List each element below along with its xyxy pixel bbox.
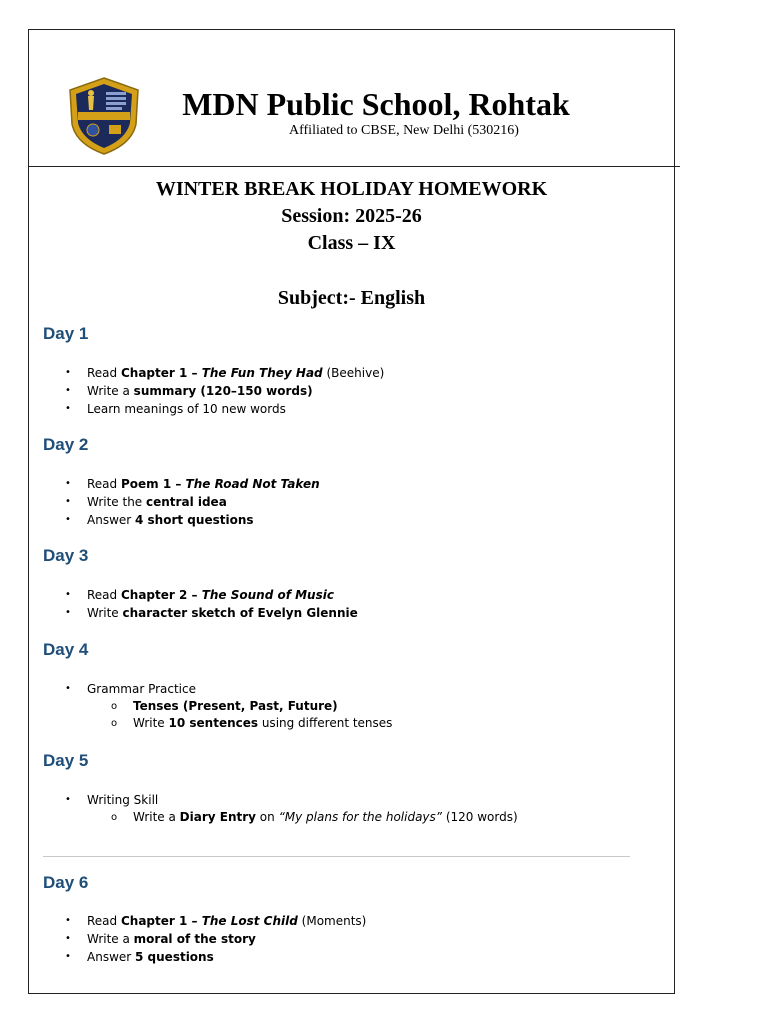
document-title: WINTER BREAK HOLIDAY HOMEWORK xyxy=(155,178,548,200)
sub-list-item: o Tenses (Present, Past, Future) xyxy=(111,699,338,713)
day-heading: Day 2 xyxy=(43,435,89,454)
day-heading: Day 4 xyxy=(43,640,89,659)
session-text: Session: 2025-26 xyxy=(281,205,422,227)
task-list xyxy=(65,912,367,966)
subject-text: Subject:- English xyxy=(277,287,426,309)
list-item: • Write a summary (120–150 words) xyxy=(65,384,313,398)
sub-list-item: o Write a Diary Entry on “My plans for the holidays” (120 words) xyxy=(111,810,518,824)
list-item: • Read Chapter 1 – The Fun They Had (Beehive) xyxy=(65,366,385,380)
list-item: • Read Chapter 1 – The Lost Child (Moments) xyxy=(65,914,367,928)
header-divider xyxy=(28,166,680,167)
list-item: • Write the central idea xyxy=(65,495,227,509)
list-item: • Write character sketch of Evelyn Glennie xyxy=(65,606,358,620)
school-name: MDN Public School, Rohtak xyxy=(182,86,570,122)
list-item: • Answer 5 questions xyxy=(65,950,214,964)
class-text: Class – IX xyxy=(307,232,396,254)
list-item: • Read Poem 1 – The Road Not Taken xyxy=(65,477,320,491)
day-heading: Day 5 xyxy=(43,751,89,770)
list-item: • Writing Skill xyxy=(65,793,159,807)
day-heading: Day 6 xyxy=(43,873,89,892)
task-list xyxy=(65,364,385,418)
task-list xyxy=(65,791,518,826)
task-list xyxy=(65,680,393,732)
day-heading: Day 3 xyxy=(43,546,89,565)
task-list xyxy=(65,586,358,622)
section-divider xyxy=(43,856,630,857)
list-item: • Learn meanings of 10 new words xyxy=(65,402,286,416)
list-item: • Write a moral of the story xyxy=(65,932,256,946)
list-item: • Answer 4 short questions xyxy=(65,513,254,527)
sub-list-item: o Write 10 sentences using different tenses xyxy=(111,716,393,730)
day-heading: Day 1 xyxy=(43,324,89,343)
affiliation-text: Affiliated to CBSE, New Delhi (530216) xyxy=(289,123,519,138)
list-item: • Grammar Practice xyxy=(65,682,196,696)
list-item: • Read Chapter 2 – The Sound of Music xyxy=(65,588,334,602)
task-list xyxy=(65,475,320,529)
